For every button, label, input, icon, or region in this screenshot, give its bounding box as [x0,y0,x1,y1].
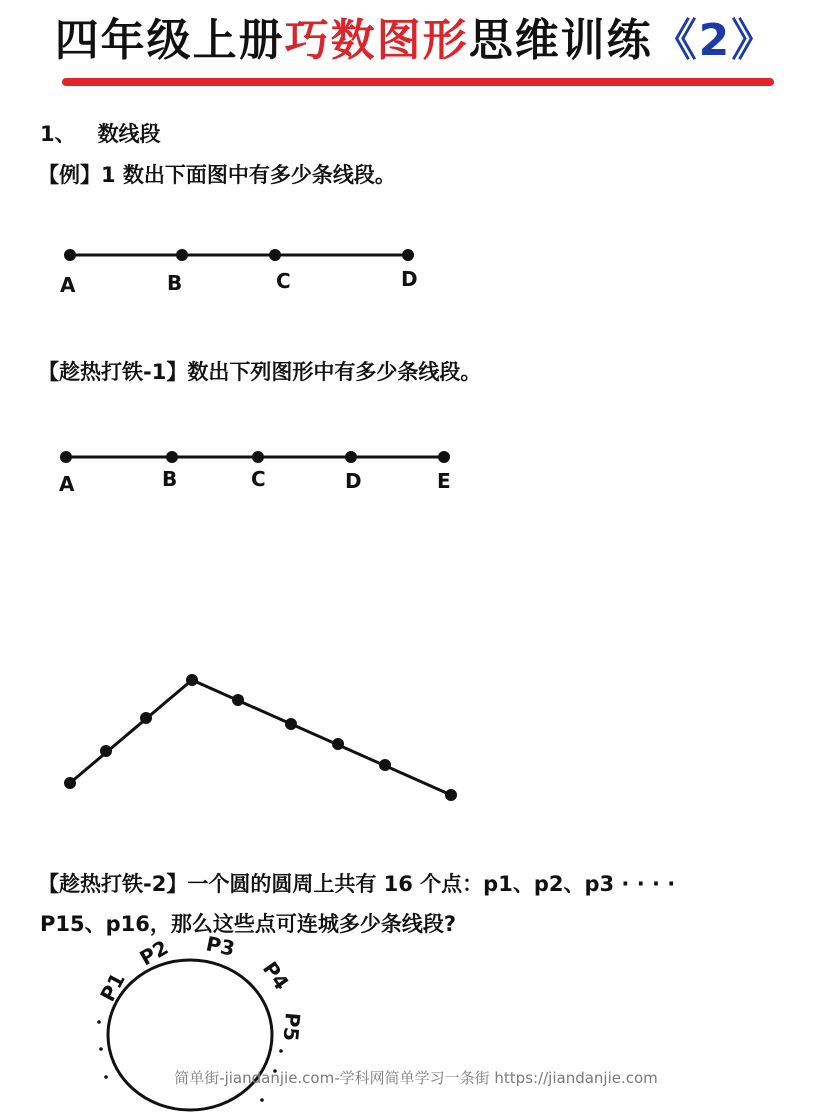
example-label-d: D [401,267,418,291]
exercise1-segment-figure [59,451,451,496]
exercise1-tag: 【趁热打铁-1】 [38,360,188,384]
example-point-c [269,249,281,261]
exercise2-text-line2: P15、p16，那么这些点可连城多少条线段? [40,912,457,936]
angle-point [140,712,152,724]
exercise1-point-d [345,451,357,463]
circle-label-p3: P3 [203,931,237,961]
title-part-1: 四年级上册 [54,15,285,66]
section-title: 数线段 [97,122,161,146]
exercise1-label-e: E [437,469,451,493]
angle-point [64,777,76,789]
exercise1-label-d: D [345,469,362,493]
exercise1-label-c: C [251,467,266,491]
section-number: 1、 [40,122,76,146]
example-text: 1 数出下面图中有多少条线段。 [101,163,396,187]
angle-point [100,745,112,757]
exercise1-label-a: A [59,472,75,496]
example-label-c: C [276,269,291,293]
angle-point [285,718,297,730]
circle-label-p5: P5 [278,1011,305,1043]
exercise2-text-line1: 一个圆的圆周上共有 16 个点：p1、p2、p3 · · · · [187,872,676,896]
circle-label-p2: P2 [135,935,173,971]
circle-ellipsis-dot [260,1098,264,1102]
exercise1-point-e [438,451,450,463]
example-point-b [176,249,188,261]
title-part-2: 巧数图形 [284,15,469,66]
angle-lines [70,680,451,795]
angle-vertex-point [186,674,198,686]
exercise1-point-c [252,451,264,463]
exercise1-label-b: B [162,467,178,491]
circle-label-p1: P1 [95,968,130,1006]
circle-ellipsis-dot [99,1047,103,1051]
circle-ellipsis-dot [279,1049,283,1053]
example-label-b: B [167,271,183,295]
example-tag: 【例】 [38,163,101,187]
circle-ellipsis-dot [97,1020,101,1024]
title-part-3: 思维训练 [468,15,653,66]
example-point-d [402,249,414,261]
angle-point [445,789,457,801]
exercise1-point-b [166,451,178,463]
angle-point [232,694,244,706]
angle-point [332,738,344,750]
footer-watermark: 简单街-jiandanjie.com-学科网简单学习一条街 https://jiandanjie.com [174,1069,658,1087]
example-segment-figure [60,249,418,297]
angle-point [379,759,391,771]
title-part-4: 《2》 [652,15,778,66]
exercise1-text: 数出下列图形中有多少条线段。 [187,360,482,384]
example-label-a: A [60,273,76,297]
example-point-a [64,249,76,261]
angle-figure [64,674,457,801]
circle-label-p4: P4 [257,957,294,995]
exercise2-tag: 【趁热打铁-2】 [38,872,188,896]
exercise1-point-a [60,451,72,463]
